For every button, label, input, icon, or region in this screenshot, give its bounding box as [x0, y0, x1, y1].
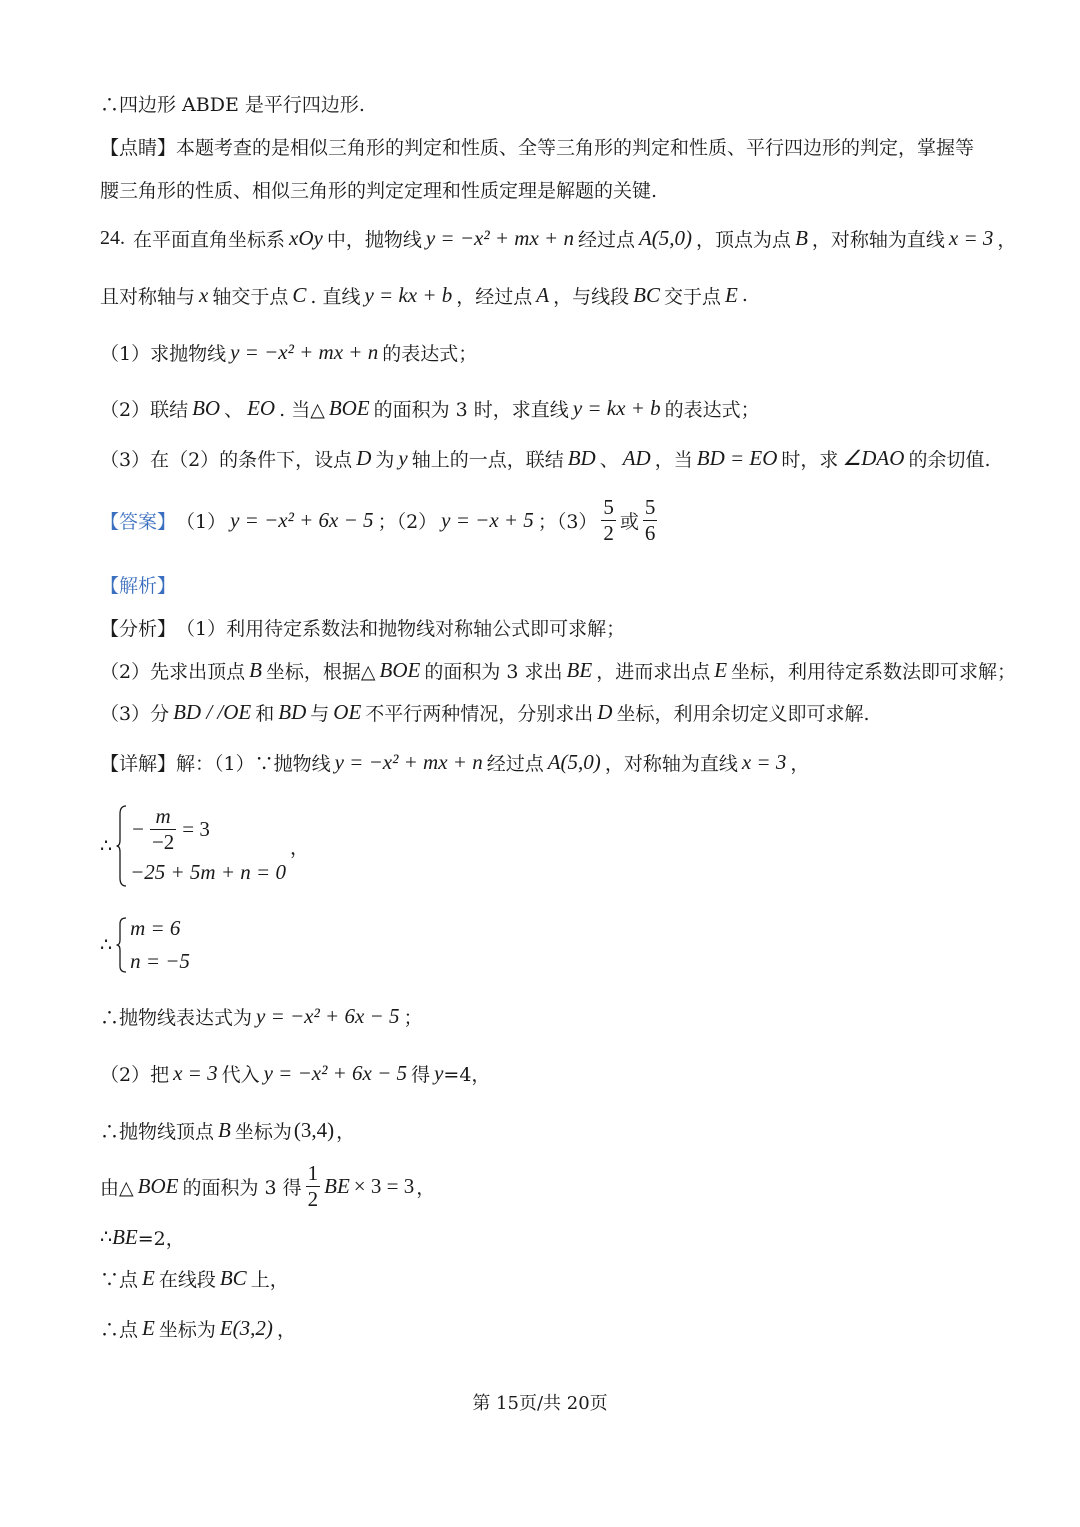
text-segment: 时，求: [781, 448, 839, 471]
text-segment: 与: [310, 702, 330, 725]
text-segment: 、: [599, 448, 619, 471]
question-stem-line-1: [100, 223, 1016, 253]
math-expression: xOy: [289, 225, 323, 250]
text-segment: 交于点: [663, 285, 721, 308]
math-expression: BO: [192, 395, 221, 420]
text-segment: ∴抛物线顶点: [100, 1120, 215, 1143]
fraction-numerator: 5: [603, 494, 614, 519]
text-segment: ，经过点: [456, 285, 533, 308]
math-expression: A: [536, 282, 550, 307]
math-expression: B: [249, 657, 262, 682]
text-segment: 和: [255, 702, 275, 725]
text-segment: ，当: [654, 448, 693, 471]
math-expression: BOE: [137, 1173, 179, 1198]
question-part-2: [100, 393, 760, 423]
page-number: 第 15页/共 20页: [472, 1393, 608, 1414]
text-segment: ，: [289, 836, 309, 859]
previous-conclusion: ∴四边形 ABDE 是平行四边形.: [100, 93, 365, 116]
math-expression: y = −x² + mx + n: [230, 339, 379, 364]
math-expression: × 3 = 3: [353, 1173, 415, 1198]
text-segment: 、: [224, 398, 244, 421]
dianjing-text: 腰三角形的性质、相似三角形的判定定理和性质定理是解题的关键.: [100, 179, 658, 202]
left-brace-icon: [116, 917, 128, 973]
question-stem-line-2: [100, 280, 748, 310]
math-expression: x = 3: [948, 225, 994, 250]
question-part-1: [100, 337, 477, 367]
math-expression: C: [292, 282, 307, 307]
math-expression: y = −x² + 6x − 5: [256, 1003, 400, 1028]
math-expression: D: [597, 699, 613, 724]
detail-line-6: [100, 1222, 185, 1252]
fraction: [150, 805, 176, 854]
text-segment: 为: [375, 448, 395, 471]
fraction-denominator: 6: [644, 520, 656, 545]
text-segment: .: [741, 284, 748, 306]
text-segment: （2）先求出顶点: [100, 660, 246, 683]
math-expression: ∠DAO: [842, 445, 905, 470]
text-segment: 经过点: [486, 752, 544, 775]
text-segment: 得: [411, 1063, 431, 1086]
question-number: 24.: [100, 226, 125, 249]
detail-line-4: [100, 1115, 355, 1145]
text-segment: 且对称轴与: [100, 285, 196, 308]
math-expression: BE: [566, 657, 593, 682]
text-segment: （3）在（2）的条件下，设点: [100, 448, 353, 471]
text-segment: ，: [997, 228, 1017, 251]
text-segment: . 当△: [279, 398, 325, 421]
text-segment: ∴: [100, 1226, 113, 1248]
text-segment: 中，抛物线: [326, 228, 422, 251]
text-segment: ，对称轴为直线: [811, 228, 945, 251]
fraction-denominator: −2: [151, 829, 175, 854]
dianjing-line-2: [100, 174, 657, 204]
math-expression: A(5,0): [547, 749, 601, 774]
answer-part-label: ；（2）: [377, 510, 438, 533]
math-expression: BD = EO: [696, 445, 778, 470]
math-expression: x = 3: [173, 1060, 218, 1085]
therefore-symbol: ∴: [100, 835, 113, 857]
left-brace-icon: [116, 805, 128, 887]
math-expression: E: [142, 1265, 155, 1290]
analysis-line-3: [100, 697, 870, 727]
text-segment: （1）利用待定系数法和抛物线对称轴公式即可求解；: [176, 617, 626, 640]
text-segment: 坐标，根据△: [265, 660, 376, 683]
math-expression: A(5,0): [638, 225, 693, 250]
detail-line-2: [100, 1001, 422, 1031]
analysis-tag: 【分析】: [100, 617, 177, 640]
text-segment: 的表达式；: [664, 398, 760, 421]
fraction-numerator: 1: [307, 1160, 319, 1185]
math-expression: E: [142, 1315, 155, 1340]
system-row-1: [130, 912, 194, 945]
text-segment: 解：（1）∵抛物线: [176, 752, 331, 775]
math-expression: y = −x² + 6x − 5: [263, 1060, 408, 1085]
therefore-symbol: ∴: [100, 934, 113, 956]
answer-part-1: y = −x² + 6x − 5: [230, 507, 374, 532]
detail-tag: 【详解】: [100, 752, 177, 775]
math-expression: BC: [219, 1265, 247, 1290]
analysis-section-line: [100, 569, 176, 599]
dianjing-text: 本题考查的是相似三角形的判定和性质、全等三角形的判定和性质、平行四边形的判定，掌握等: [176, 136, 975, 159]
equation-system-1: [100, 800, 309, 892]
text-segment: ，顶点为点: [696, 228, 792, 251]
dianjing-line-1: [100, 131, 974, 161]
text-segment: ，: [790, 752, 810, 775]
math-expression: y = kx + b: [364, 282, 453, 307]
coordinate-value: (3,4): [293, 1117, 335, 1142]
equation-rhs: = 3: [182, 816, 210, 841]
math-expression: B: [218, 1117, 231, 1142]
math-expression: BOE: [328, 395, 370, 420]
math-expression: y: [434, 1060, 444, 1085]
math-expression: BE: [324, 1173, 350, 1198]
text-segment: （3）分: [100, 702, 170, 725]
math-expression: y = −x² + mx + n: [425, 225, 574, 250]
text-segment: 的表达式；: [382, 342, 478, 365]
math-expression: n = −5: [130, 949, 190, 973]
question-part-3: [100, 443, 990, 473]
math-expression: x: [199, 282, 209, 307]
answer-part-label: ；（3）: [537, 510, 598, 533]
detail-line-8: [100, 1313, 296, 1343]
text-segment: ，: [416, 1176, 436, 1199]
system-rows: [130, 912, 194, 978]
previous-conclusion-line: [100, 88, 365, 118]
answer-fraction-2: [643, 496, 658, 545]
text-segment: 不平行两种情况，分别求出: [365, 702, 594, 725]
text-segment: 坐标，利用待定系数法即可求解；: [731, 660, 1017, 683]
text-segment: 的面积为 3 得: [182, 1176, 302, 1199]
math-expression: E(3,2): [219, 1315, 273, 1340]
math-expression: D: [356, 445, 372, 470]
text-segment: 的面积为 3 时，求直线: [373, 398, 569, 421]
system-row-2: [130, 855, 290, 889]
analysis-section-tag: 【解析】: [100, 574, 177, 597]
system-row-2: [130, 945, 194, 978]
analysis-line-1: [100, 612, 625, 642]
text-segment: 坐标为: [158, 1318, 216, 1341]
text-segment: 由△: [100, 1176, 134, 1199]
text-segment: ，与线段: [553, 285, 630, 308]
answer-fraction-1: [601, 496, 616, 545]
text-segment: ，对称轴为直线: [604, 752, 738, 775]
text-segment: 经过点: [577, 228, 635, 251]
answer-line: [100, 494, 661, 545]
text-segment: （2）把: [100, 1063, 170, 1086]
analysis-line-2: [100, 655, 1016, 685]
detail-line-3: [100, 1058, 490, 1088]
text-segment: ；: [403, 1006, 423, 1029]
text-segment: =4，: [443, 1063, 491, 1086]
text-segment: 在平面直角坐标系: [133, 228, 286, 251]
text-segment: 的余切值.: [908, 448, 991, 471]
math-expression: E: [714, 657, 728, 682]
text-segment: . 直线: [310, 285, 361, 308]
text-segment: 轴交于点: [212, 285, 289, 308]
math-expression: OE: [333, 699, 362, 724]
text-segment: 坐标，利用余切定义即可求解.: [616, 702, 870, 725]
text-segment: 上，: [250, 1268, 289, 1291]
math-expression: E: [725, 282, 738, 307]
text-segment: ，: [336, 1120, 356, 1143]
text-segment: 代入: [221, 1063, 260, 1086]
text-segment: ∴抛物线表达式为: [100, 1006, 253, 1029]
math-expression: −25 + 5m + n = 0: [130, 859, 286, 884]
equation-system-2: [100, 912, 194, 978]
text-segment: ，进而求出点: [596, 660, 711, 683]
math-expression: B: [795, 225, 808, 250]
math-expression: BOE: [379, 657, 421, 682]
math-expression: x = 3: [741, 749, 787, 774]
text-segment: 的面积为 3 求出: [424, 660, 563, 683]
text-segment: ，: [276, 1318, 296, 1341]
text-segment: 或: [619, 510, 639, 533]
math-expression: y = −x² + mx + n: [334, 749, 483, 774]
text-segment: ∴点: [100, 1318, 139, 1341]
text-segment: 在线段: [158, 1268, 216, 1291]
fraction-denominator: 2: [307, 1186, 319, 1211]
detail-line-7: [100, 1263, 289, 1293]
math-expression: AD: [622, 445, 651, 470]
math-expression: BE: [112, 1224, 138, 1249]
math-expression: y: [398, 445, 408, 470]
dianjing-tag: 【点睛】: [100, 136, 177, 159]
detail-line-1: [100, 747, 809, 777]
math-expression: BD / /OE: [173, 699, 252, 724]
text-segment: 坐标为: [234, 1120, 292, 1143]
system-rows: [130, 803, 290, 889]
fraction-numerator: 5: [644, 494, 656, 519]
fraction: [306, 1162, 321, 1211]
answer-part-2: y = −x + 5: [441, 507, 534, 532]
text-segment: （1）求抛物线: [100, 342, 227, 365]
text-segment: 轴上的一点，联结: [411, 448, 564, 471]
answer-part-label: （1）: [176, 510, 227, 533]
text-segment: （2）联结: [100, 398, 189, 421]
math-expression: BD: [567, 445, 596, 470]
system-row-1: [130, 803, 290, 855]
math-expression: y = kx + b: [572, 395, 661, 420]
page-footer: [0, 1392, 1080, 1416]
math-expression: EO: [247, 395, 276, 420]
fraction-denominator: 2: [603, 520, 614, 545]
detail-line-5: [100, 1160, 436, 1211]
answer-tag: 【答案】: [100, 510, 177, 533]
math-expression: BD: [278, 699, 307, 724]
fraction-numerator: m: [155, 803, 171, 828]
math-expression: BC: [633, 282, 660, 307]
text-segment: ∵点: [100, 1268, 139, 1291]
minus-sign: −: [132, 816, 144, 841]
math-expression: m = 6: [130, 916, 181, 940]
text-segment: =2，: [137, 1227, 185, 1250]
